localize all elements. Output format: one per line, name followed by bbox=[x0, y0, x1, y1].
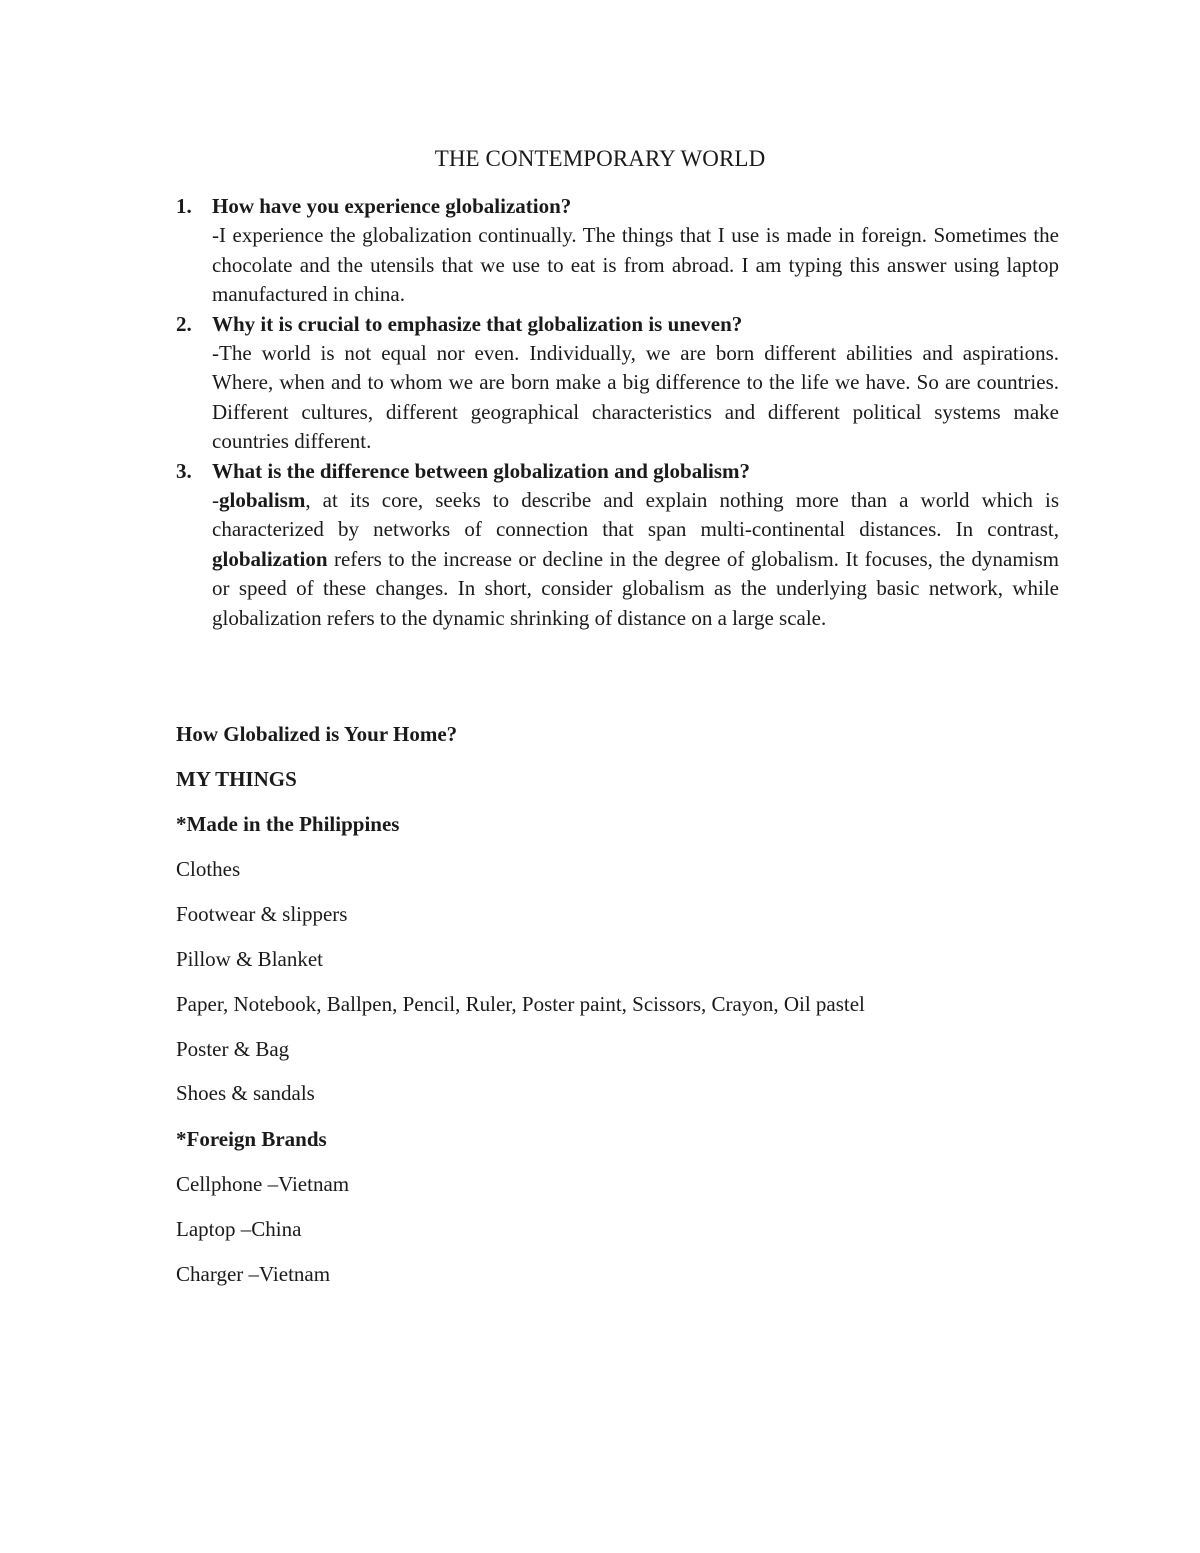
question-text: How have you experience globalization? bbox=[212, 194, 572, 218]
question-text: What is the difference between globalization and globalism? bbox=[212, 458, 751, 483]
question-item-2 bbox=[176, 310, 1059, 457]
list-item: Footwear & slippers bbox=[176, 902, 348, 926]
question-number: 3. bbox=[176, 458, 192, 483]
list-item: Poster & Bag bbox=[176, 1037, 290, 1061]
question-list bbox=[176, 192, 1059, 633]
answer-text bbox=[212, 486, 1059, 633]
list-item: Clothes bbox=[176, 857, 241, 881]
list-item: Charger –Vietnam bbox=[176, 1262, 331, 1286]
question-number: 1. bbox=[176, 194, 192, 218]
term-globalization: globalization bbox=[212, 546, 328, 571]
answer-segment-2: refers to the increase or decline in the degree of globalism. It focuses, the dynamism or speed of these changes. In short, consider globalism as the underlying basic network, while globalization refers to the dynamic shrinking of distance on a large scale. bbox=[212, 546, 1059, 630]
list-item: Laptop –China bbox=[176, 1217, 302, 1241]
list-item: Cellphone –Vietnam bbox=[176, 1172, 350, 1196]
answer-segment-1: , at its core, seeks to describe and explain nothing more than a world which is characterized by networks of connection that span multi-continental distances. In contrast, bbox=[212, 488, 1059, 542]
answer-prefix: - bbox=[212, 488, 219, 513]
home-section-heading: How Globalized is Your Home? bbox=[176, 722, 458, 746]
question-number: 2. bbox=[176, 311, 192, 336]
list-item: Shoes & sandals bbox=[176, 1081, 315, 1105]
question-text: Why it is crucial to emphasize that globalization is uneven? bbox=[212, 311, 743, 336]
foreign-brands-heading: *Foreign Brands bbox=[176, 1127, 327, 1151]
list-item: Paper, Notebook, Ballpen, Pencil, Ruler, Poster paint, Scissors, Crayon, Oil pastel bbox=[176, 992, 865, 1016]
made-in-philippines-heading: *Made in the Philippines bbox=[176, 812, 400, 836]
my-things-heading: MY THINGS bbox=[176, 767, 297, 791]
question-item-1 bbox=[176, 192, 1059, 310]
document-title: THE CONTEMPORARY WORLD bbox=[434, 146, 766, 171]
answer-text: -The world is not equal nor even. Individually, we are born different abilities and aspirations. Where, when and to whom we are born make a big difference to the life we have. So are countries. Different cultures, different geographical characteristics and different political systems make countries different. bbox=[212, 341, 1059, 454]
list-item: Pillow & Blanket bbox=[176, 947, 323, 971]
answer-text: -I experience the globalization continually. The things that I use is made in foreign. Sometimes the chocolate and the utensils that we use to eat is from abroad. I am typing this answer using laptop manufactured in china. bbox=[212, 223, 1059, 307]
term-globalism: globalism bbox=[219, 488, 306, 513]
question-item-3 bbox=[176, 457, 1059, 633]
